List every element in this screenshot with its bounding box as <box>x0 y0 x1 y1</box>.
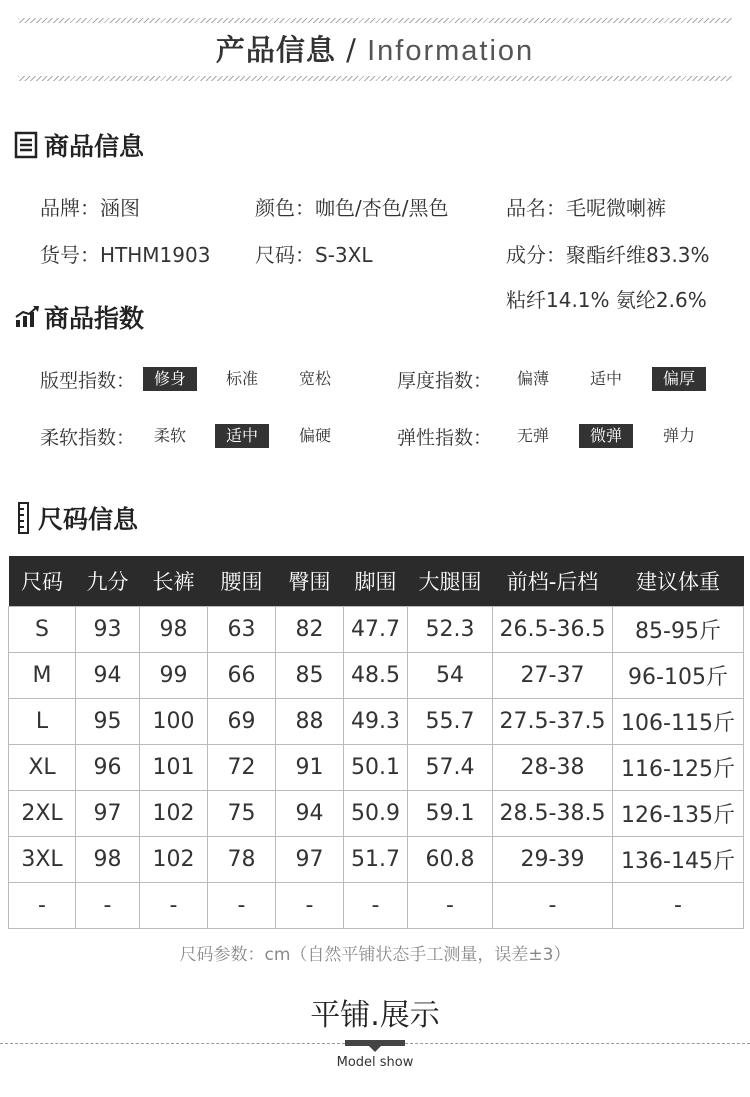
table-cell: - <box>493 883 613 929</box>
table-cell: 50.1 <box>344 745 408 791</box>
fit-option-loose: 宽松 <box>298 369 331 388</box>
table-cell: L <box>9 699 76 745</box>
flat-display-title: 平铺.展示 <box>310 998 440 1033</box>
product-index-title: 商品指数 <box>44 304 145 333</box>
table-cell: 27-37 <box>493 653 613 699</box>
table-cell: - <box>344 883 408 929</box>
title-separator: / <box>335 33 368 67</box>
table-header-cell: 九分 <box>76 556 140 607</box>
product-index-heading <box>14 299 144 335</box>
table-cell: 126-135斤 <box>613 791 744 837</box>
composition-info-cont: 粘纤14.1% 氨纶2.6% <box>506 288 707 312</box>
table-cell: 29-39 <box>493 837 613 883</box>
product-info-heading <box>14 127 144 163</box>
table-note: 尺码参数：cm（自然平铺状态手工测量，误差±3） <box>179 945 571 965</box>
table-cell: - <box>613 883 744 929</box>
top-hatch-divider <box>18 18 732 23</box>
triangle-down-icon <box>369 1046 381 1052</box>
table-header-cell: 长裤 <box>140 556 208 607</box>
table-cell: 26.5-36.5 <box>493 607 613 653</box>
table-cell: 94 <box>76 653 140 699</box>
table-cell: - <box>408 883 493 929</box>
elasticity-option-slight: 微弹 <box>579 424 633 448</box>
table-cell: 69 <box>208 699 276 745</box>
size-info-title: 尺码信息 <box>38 505 139 534</box>
dashed-divider-left <box>0 1043 345 1044</box>
table-cell: 55.7 <box>408 699 493 745</box>
table-cell: 28.5-38.5 <box>493 791 613 837</box>
table-cell: 28-38 <box>493 745 613 791</box>
table-cell: 102 <box>140 791 208 837</box>
product-info-title: 商品信息 <box>44 132 145 161</box>
table-cell: 60.8 <box>408 837 493 883</box>
table-header-cell: 尺码 <box>9 556 76 607</box>
table-cell: 94 <box>276 791 344 837</box>
page-title-cn: 产品信息 <box>215 33 336 67</box>
size-table <box>8 556 744 929</box>
table-cell: 66 <box>208 653 276 699</box>
table-cell: 98 <box>76 837 140 883</box>
size-range-info: 尺码：S-3XL <box>255 243 373 267</box>
table-cell: 57.4 <box>408 745 493 791</box>
table-cell: 59.1 <box>408 791 493 837</box>
thickness-option-thick: 偏厚 <box>652 367 706 391</box>
table-cell: 52.3 <box>408 607 493 653</box>
table-cell: 91 <box>276 745 344 791</box>
table-cell: 99 <box>140 653 208 699</box>
table-cell: 82 <box>276 607 344 653</box>
table-cell: - <box>208 883 276 929</box>
fit-option-slim: 修身 <box>143 367 197 391</box>
table-cell: 106-115斤 <box>613 699 744 745</box>
table-cell: 116-125斤 <box>613 745 744 791</box>
table-cell: 98 <box>140 607 208 653</box>
table-header-cell: 脚围 <box>344 556 408 607</box>
document-icon <box>14 131 40 159</box>
table-cell: 101 <box>140 745 208 791</box>
table-cell: 100 <box>140 699 208 745</box>
table-cell: 50.9 <box>344 791 408 837</box>
thickness-option-medium: 适中 <box>589 369 622 388</box>
table-cell: 136-145斤 <box>613 837 744 883</box>
table-cell: 54 <box>408 653 493 699</box>
ruler-icon <box>14 502 34 534</box>
softness-option-stiff: 偏硬 <box>298 426 331 445</box>
table-header-cell: 大腿围 <box>408 556 493 607</box>
table-header-cell: 腰围 <box>208 556 276 607</box>
table-cell: 96 <box>76 745 140 791</box>
table-header-cell: 建议体重 <box>613 556 744 607</box>
table-cell: 96-105斤 <box>613 653 744 699</box>
table-cell: - <box>140 883 208 929</box>
fit-option-standard: 标准 <box>225 369 258 388</box>
table-cell: 85-95斤 <box>613 607 744 653</box>
table-cell: 97 <box>276 837 344 883</box>
table-cell: 102 <box>140 837 208 883</box>
page-title <box>0 28 750 69</box>
table-cell: 97 <box>76 791 140 837</box>
table-cell: 2XL <box>9 791 76 837</box>
table-header-row <box>9 556 744 607</box>
table-cell: 75 <box>208 791 276 837</box>
thickness-option-thin: 偏薄 <box>516 369 549 388</box>
table-cell: 72 <box>208 745 276 791</box>
table-row <box>9 837 744 883</box>
table-cell: 47.7 <box>344 607 408 653</box>
table-cell: - <box>9 883 76 929</box>
table-cell: 95 <box>76 699 140 745</box>
color-info: 颜色：咖色/杏色/黑色 <box>255 196 449 220</box>
model-show-subtitle: Model show <box>336 1055 414 1070</box>
table-cell: 48.5 <box>344 653 408 699</box>
table-cell: 78 <box>208 837 276 883</box>
table-cell: 93 <box>76 607 140 653</box>
softness-index-label: 柔软指数： <box>40 427 136 449</box>
elasticity-index-label: 弹性指数： <box>397 427 493 449</box>
softness-option-soft: 柔软 <box>153 426 186 445</box>
elasticity-option-stretch: 弹力 <box>662 426 695 445</box>
brand-info: 品牌：涵图 <box>40 196 140 220</box>
thickness-index-label: 厚度指数： <box>397 370 493 392</box>
table-cell: - <box>76 883 140 929</box>
product-name-info: 品名：毛呢微喇裤 <box>506 196 666 220</box>
table-cell: 85 <box>276 653 344 699</box>
bottom-hatch-divider <box>18 76 732 81</box>
dashed-divider-right <box>405 1043 750 1044</box>
table-row <box>9 607 744 653</box>
table-cell: 49.3 <box>344 699 408 745</box>
composition-info: 成分：聚酯纤维83.3% <box>506 243 710 267</box>
table-cell: 88 <box>276 699 344 745</box>
fit-index-label: 版型指数： <box>40 370 136 392</box>
table-row <box>9 699 744 745</box>
table-cell: 51.7 <box>344 837 408 883</box>
table-cell: S <box>9 607 76 653</box>
table-header-cell: 臀围 <box>276 556 344 607</box>
table-row <box>9 791 744 837</box>
table-cell: XL <box>9 745 76 791</box>
table-cell: - <box>276 883 344 929</box>
item-number-info: 货号：HTHM1903 <box>40 243 211 267</box>
table-row <box>9 883 744 929</box>
size-table-body <box>9 607 744 929</box>
table-cell: 3XL <box>9 837 76 883</box>
table-cell: 27.5-37.5 <box>493 699 613 745</box>
softness-option-medium: 适中 <box>215 424 269 448</box>
table-cell: M <box>9 653 76 699</box>
table-header-cell: 前档-后档 <box>493 556 613 607</box>
table-row <box>9 745 744 791</box>
page-title-en: Information <box>367 35 535 67</box>
table-cell: 63 <box>208 607 276 653</box>
size-info-heading <box>14 500 138 536</box>
bar-chart-icon <box>14 305 40 329</box>
elasticity-option-none: 无弹 <box>516 426 549 445</box>
table-row <box>9 653 744 699</box>
